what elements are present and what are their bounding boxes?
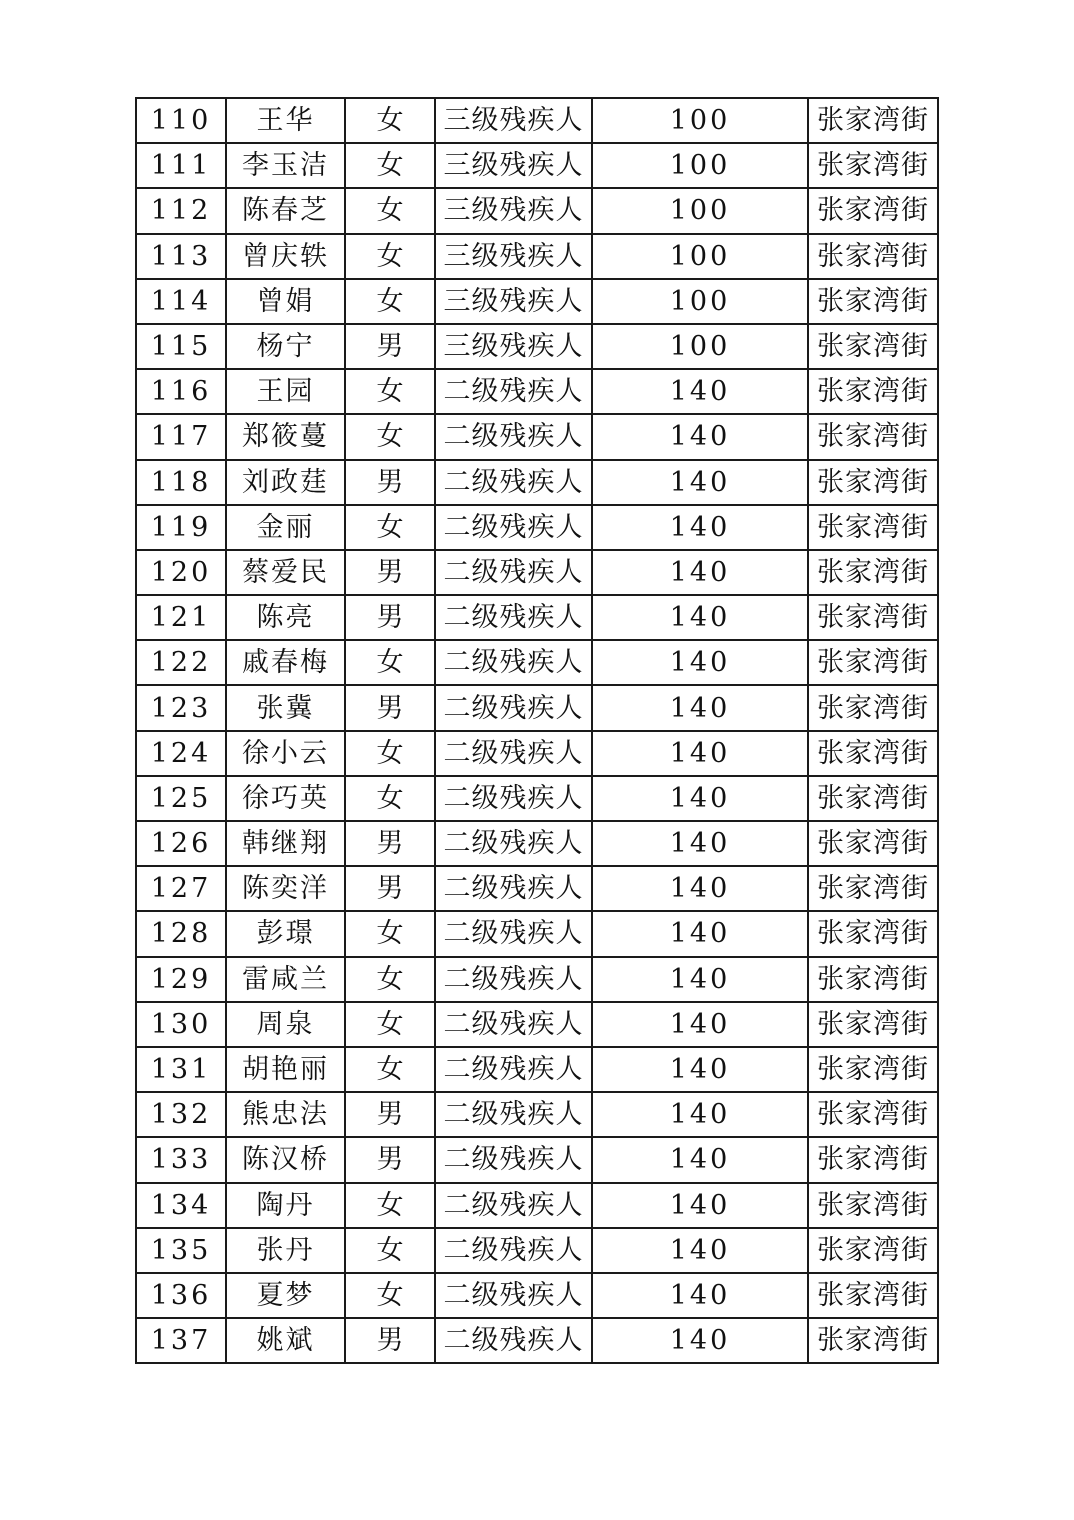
amount-cell: 140 bbox=[592, 595, 808, 640]
name-cell: 熊忠法 bbox=[226, 1092, 345, 1137]
roster-body bbox=[136, 98, 938, 1363]
name-cell: 陈奕洋 bbox=[226, 866, 345, 911]
serial-number-cell: 130 bbox=[136, 1002, 226, 1047]
amount-cell: 140 bbox=[592, 460, 808, 505]
serial-number-cell: 124 bbox=[136, 731, 226, 776]
amount-cell: 100 bbox=[592, 324, 808, 369]
serial-number-cell: 128 bbox=[136, 911, 226, 956]
disability-level-cell: 二级残疾人 bbox=[435, 957, 592, 1002]
disability-level-cell: 二级残疾人 bbox=[435, 640, 592, 685]
gender-cell: 男 bbox=[345, 866, 435, 911]
table-row bbox=[136, 1228, 938, 1273]
serial-number-cell: 115 bbox=[136, 324, 226, 369]
table-row bbox=[136, 279, 938, 324]
disability-level-cell: 二级残疾人 bbox=[435, 1318, 592, 1363]
gender-cell: 女 bbox=[345, 1047, 435, 1092]
disability-level-cell: 二级残疾人 bbox=[435, 369, 592, 414]
disability-level-cell: 三级残疾人 bbox=[435, 324, 592, 369]
name-cell: 陶丹 bbox=[226, 1183, 345, 1228]
serial-number-cell: 114 bbox=[136, 279, 226, 324]
street-cell: 张家湾街 bbox=[808, 98, 938, 143]
street-cell: 张家湾街 bbox=[808, 143, 938, 188]
disability-level-cell: 二级残疾人 bbox=[435, 1273, 592, 1318]
table-row bbox=[136, 1002, 938, 1047]
street-cell: 张家湾街 bbox=[808, 1002, 938, 1047]
table-row bbox=[136, 505, 938, 550]
street-cell: 张家湾街 bbox=[808, 776, 938, 821]
name-cell: 周泉 bbox=[226, 1002, 345, 1047]
street-cell: 张家湾街 bbox=[808, 234, 938, 279]
amount-cell: 140 bbox=[592, 1273, 808, 1318]
serial-number-cell: 118 bbox=[136, 460, 226, 505]
table-row bbox=[136, 1318, 938, 1363]
gender-cell: 女 bbox=[345, 911, 435, 956]
serial-number-cell: 136 bbox=[136, 1273, 226, 1318]
table-row bbox=[136, 234, 938, 279]
serial-number-cell: 123 bbox=[136, 685, 226, 730]
serial-number-cell: 113 bbox=[136, 234, 226, 279]
street-cell: 张家湾街 bbox=[808, 1228, 938, 1273]
street-cell: 张家湾街 bbox=[808, 1183, 938, 1228]
name-cell: 王华 bbox=[226, 98, 345, 143]
gender-cell: 女 bbox=[345, 188, 435, 233]
amount-cell: 140 bbox=[592, 369, 808, 414]
disability-level-cell: 二级残疾人 bbox=[435, 911, 592, 956]
gender-cell: 男 bbox=[345, 685, 435, 730]
gender-cell: 女 bbox=[345, 957, 435, 1002]
street-cell: 张家湾街 bbox=[808, 188, 938, 233]
serial-number-cell: 119 bbox=[136, 505, 226, 550]
disability-level-cell: 二级残疾人 bbox=[435, 550, 592, 595]
table-row bbox=[136, 1092, 938, 1137]
serial-number-cell: 137 bbox=[136, 1318, 226, 1363]
street-cell: 张家湾街 bbox=[808, 595, 938, 640]
name-cell: 郑筱蔓 bbox=[226, 414, 345, 459]
table-row bbox=[136, 460, 938, 505]
name-cell: 杨宁 bbox=[226, 324, 345, 369]
amount-cell: 140 bbox=[592, 550, 808, 595]
serial-number-cell: 111 bbox=[136, 143, 226, 188]
table-row bbox=[136, 595, 938, 640]
serial-number-cell: 127 bbox=[136, 866, 226, 911]
gender-cell: 女 bbox=[345, 505, 435, 550]
name-cell: 蔡爱民 bbox=[226, 550, 345, 595]
disability-level-cell: 二级残疾人 bbox=[435, 685, 592, 730]
street-cell: 张家湾街 bbox=[808, 414, 938, 459]
serial-number-cell: 126 bbox=[136, 821, 226, 866]
gender-cell: 女 bbox=[345, 1002, 435, 1047]
street-cell: 张家湾街 bbox=[808, 460, 938, 505]
disability-level-cell: 二级残疾人 bbox=[435, 1228, 592, 1273]
serial-number-cell: 132 bbox=[136, 1092, 226, 1137]
gender-cell: 男 bbox=[345, 595, 435, 640]
amount-cell: 100 bbox=[592, 188, 808, 233]
gender-cell: 女 bbox=[345, 234, 435, 279]
disability-level-cell: 二级残疾人 bbox=[435, 414, 592, 459]
name-cell: 陈春芝 bbox=[226, 188, 345, 233]
gender-cell: 女 bbox=[345, 1228, 435, 1273]
table-row bbox=[136, 640, 938, 685]
table-row bbox=[136, 957, 938, 1002]
gender-cell: 女 bbox=[345, 731, 435, 776]
table-row bbox=[136, 776, 938, 821]
table-row bbox=[136, 143, 938, 188]
disability-level-cell: 二级残疾人 bbox=[435, 505, 592, 550]
serial-number-cell: 133 bbox=[136, 1137, 226, 1182]
street-cell: 张家湾街 bbox=[808, 640, 938, 685]
amount-cell: 140 bbox=[592, 1137, 808, 1182]
disability-level-cell: 二级残疾人 bbox=[435, 460, 592, 505]
amount-cell: 140 bbox=[592, 1228, 808, 1273]
table-row bbox=[136, 550, 938, 595]
street-cell: 张家湾街 bbox=[808, 550, 938, 595]
table-row bbox=[136, 369, 938, 414]
amount-cell: 140 bbox=[592, 1047, 808, 1092]
name-cell: 戚春梅 bbox=[226, 640, 345, 685]
table-row bbox=[136, 188, 938, 233]
serial-number-cell: 117 bbox=[136, 414, 226, 459]
table-row bbox=[136, 685, 938, 730]
disability-level-cell: 二级残疾人 bbox=[435, 776, 592, 821]
name-cell: 金丽 bbox=[226, 505, 345, 550]
gender-cell: 女 bbox=[345, 640, 435, 685]
gender-cell: 男 bbox=[345, 324, 435, 369]
disability-level-cell: 二级残疾人 bbox=[435, 1137, 592, 1182]
street-cell: 张家湾街 bbox=[808, 1273, 938, 1318]
name-cell: 陈汉桥 bbox=[226, 1137, 345, 1182]
disability-level-cell: 三级残疾人 bbox=[435, 143, 592, 188]
name-cell: 曾庆轶 bbox=[226, 234, 345, 279]
name-cell: 王园 bbox=[226, 369, 345, 414]
table-row bbox=[136, 1047, 938, 1092]
street-cell: 张家湾街 bbox=[808, 1137, 938, 1182]
serial-number-cell: 131 bbox=[136, 1047, 226, 1092]
street-cell: 张家湾街 bbox=[808, 324, 938, 369]
amount-cell: 140 bbox=[592, 911, 808, 956]
amount-cell: 100 bbox=[592, 279, 808, 324]
street-cell: 张家湾街 bbox=[808, 279, 938, 324]
amount-cell: 140 bbox=[592, 1318, 808, 1363]
roster-table bbox=[135, 97, 939, 1364]
amount-cell: 100 bbox=[592, 234, 808, 279]
street-cell: 张家湾街 bbox=[808, 821, 938, 866]
table-row bbox=[136, 98, 938, 143]
disability-level-cell: 三级残疾人 bbox=[435, 188, 592, 233]
disability-level-cell: 二级残疾人 bbox=[435, 1183, 592, 1228]
amount-cell: 100 bbox=[592, 143, 808, 188]
street-cell: 张家湾街 bbox=[808, 866, 938, 911]
gender-cell: 女 bbox=[345, 279, 435, 324]
street-cell: 张家湾街 bbox=[808, 731, 938, 776]
table-row bbox=[136, 1137, 938, 1182]
street-cell: 张家湾街 bbox=[808, 505, 938, 550]
street-cell: 张家湾街 bbox=[808, 685, 938, 730]
disability-level-cell: 二级残疾人 bbox=[435, 1047, 592, 1092]
serial-number-cell: 110 bbox=[136, 98, 226, 143]
amount-cell: 140 bbox=[592, 685, 808, 730]
gender-cell: 男 bbox=[345, 1318, 435, 1363]
amount-cell: 140 bbox=[592, 414, 808, 459]
name-cell: 胡艳丽 bbox=[226, 1047, 345, 1092]
amount-cell: 140 bbox=[592, 731, 808, 776]
disability-level-cell: 二级残疾人 bbox=[435, 1092, 592, 1137]
amount-cell: 100 bbox=[592, 98, 808, 143]
street-cell: 张家湾街 bbox=[808, 911, 938, 956]
disability-level-cell: 二级残疾人 bbox=[435, 731, 592, 776]
gender-cell: 男 bbox=[345, 821, 435, 866]
disability-level-cell: 二级残疾人 bbox=[435, 821, 592, 866]
serial-number-cell: 129 bbox=[136, 957, 226, 1002]
name-cell: 徐巧英 bbox=[226, 776, 345, 821]
amount-cell: 140 bbox=[592, 1002, 808, 1047]
disability-level-cell: 二级残疾人 bbox=[435, 866, 592, 911]
amount-cell: 140 bbox=[592, 957, 808, 1002]
gender-cell: 女 bbox=[345, 414, 435, 459]
table-row bbox=[136, 821, 938, 866]
gender-cell: 女 bbox=[345, 1183, 435, 1228]
street-cell: 张家湾街 bbox=[808, 1047, 938, 1092]
name-cell: 徐小云 bbox=[226, 731, 345, 776]
street-cell: 张家湾街 bbox=[808, 369, 938, 414]
gender-cell: 男 bbox=[345, 1092, 435, 1137]
serial-number-cell: 121 bbox=[136, 595, 226, 640]
name-cell: 姚斌 bbox=[226, 1318, 345, 1363]
amount-cell: 140 bbox=[592, 505, 808, 550]
disability-level-cell: 三级残疾人 bbox=[435, 279, 592, 324]
table-row bbox=[136, 1273, 938, 1318]
table-row bbox=[136, 414, 938, 459]
amount-cell: 140 bbox=[592, 1183, 808, 1228]
name-cell: 张丹 bbox=[226, 1228, 345, 1273]
name-cell: 张冀 bbox=[226, 685, 345, 730]
amount-cell: 140 bbox=[592, 1092, 808, 1137]
gender-cell: 男 bbox=[345, 460, 435, 505]
serial-number-cell: 116 bbox=[136, 369, 226, 414]
gender-cell: 女 bbox=[345, 143, 435, 188]
street-cell: 张家湾街 bbox=[808, 957, 938, 1002]
table-row bbox=[136, 911, 938, 956]
gender-cell: 女 bbox=[345, 98, 435, 143]
table-row bbox=[136, 731, 938, 776]
disability-level-cell: 二级残疾人 bbox=[435, 595, 592, 640]
table-row bbox=[136, 866, 938, 911]
street-cell: 张家湾街 bbox=[808, 1318, 938, 1363]
amount-cell: 140 bbox=[592, 776, 808, 821]
disability-level-cell: 二级残疾人 bbox=[435, 1002, 592, 1047]
gender-cell: 男 bbox=[345, 1137, 435, 1182]
disability-level-cell: 三级残疾人 bbox=[435, 234, 592, 279]
amount-cell: 140 bbox=[592, 640, 808, 685]
name-cell: 曾娟 bbox=[226, 279, 345, 324]
gender-cell: 男 bbox=[345, 550, 435, 595]
table-row bbox=[136, 1183, 938, 1228]
table-row bbox=[136, 324, 938, 369]
serial-number-cell: 125 bbox=[136, 776, 226, 821]
gender-cell: 女 bbox=[345, 369, 435, 414]
name-cell: 韩继翔 bbox=[226, 821, 345, 866]
amount-cell: 140 bbox=[592, 866, 808, 911]
gender-cell: 女 bbox=[345, 776, 435, 821]
disability-level-cell: 三级残疾人 bbox=[435, 98, 592, 143]
serial-number-cell: 122 bbox=[136, 640, 226, 685]
name-cell: 陈亮 bbox=[226, 595, 345, 640]
name-cell: 刘政莛 bbox=[226, 460, 345, 505]
amount-cell: 140 bbox=[592, 821, 808, 866]
name-cell: 夏梦 bbox=[226, 1273, 345, 1318]
serial-number-cell: 135 bbox=[136, 1228, 226, 1273]
serial-number-cell: 134 bbox=[136, 1183, 226, 1228]
serial-number-cell: 112 bbox=[136, 188, 226, 233]
name-cell: 李玉洁 bbox=[226, 143, 345, 188]
name-cell: 雷咸兰 bbox=[226, 957, 345, 1002]
serial-number-cell: 120 bbox=[136, 550, 226, 595]
name-cell: 彭璟 bbox=[226, 911, 345, 956]
street-cell: 张家湾街 bbox=[808, 1092, 938, 1137]
gender-cell: 女 bbox=[345, 1273, 435, 1318]
